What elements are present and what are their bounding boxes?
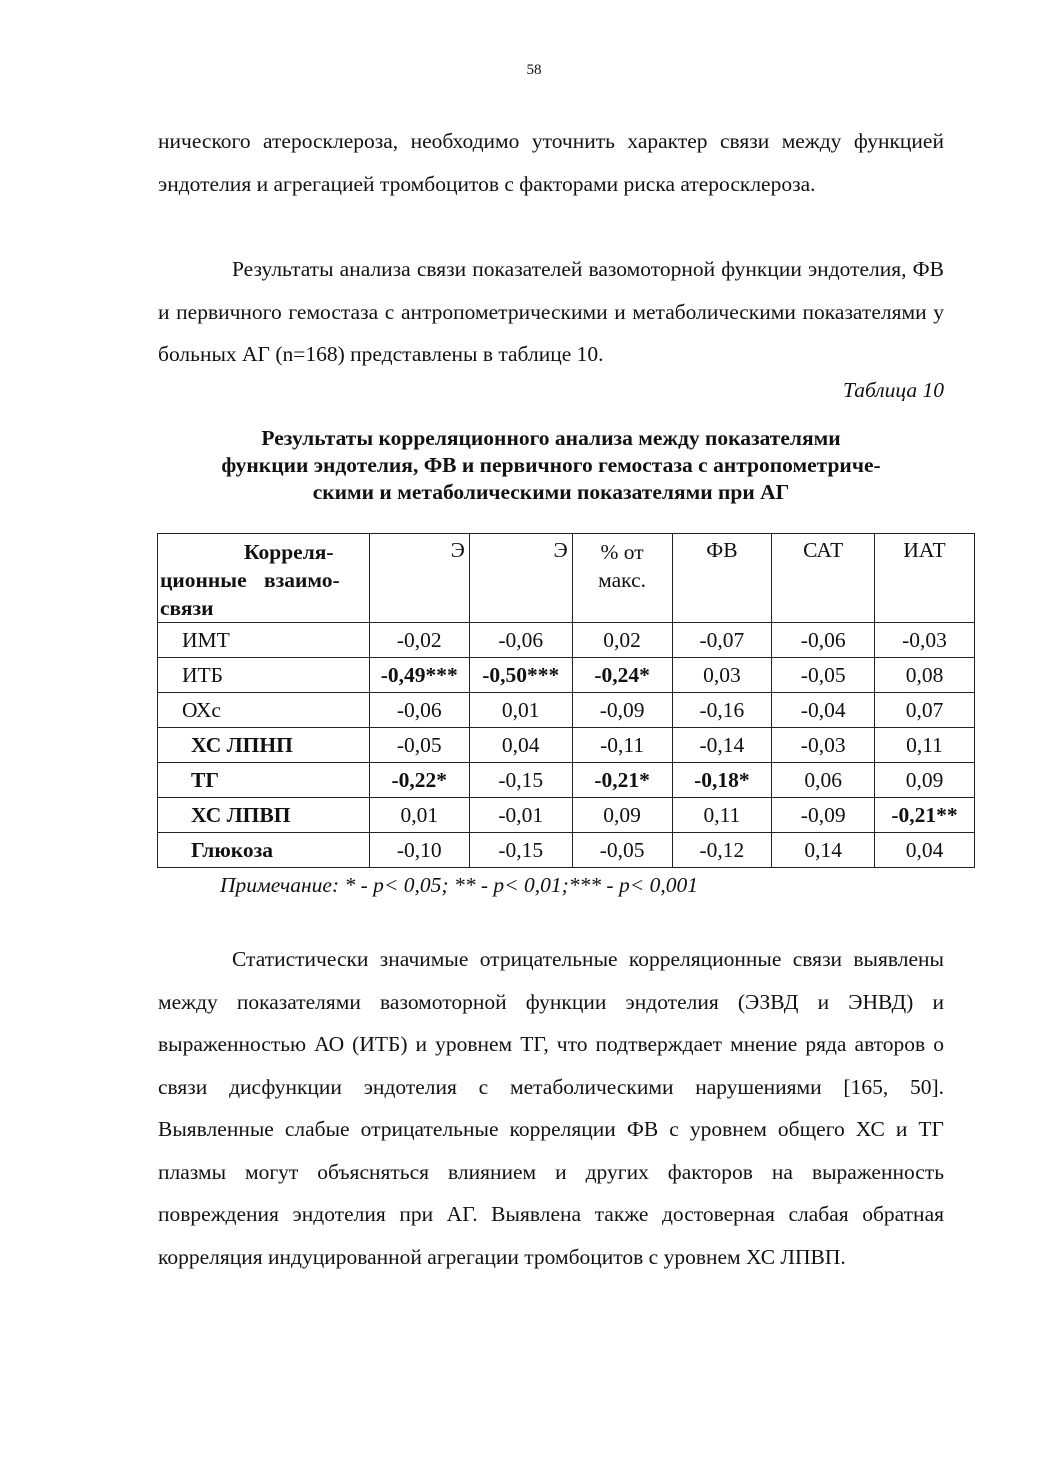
paragraph-table-reference: Результаты анализа связи показателей вазомоторной функции эндотелия, ФВ и первичного гемостаза с антропометрическими и метаболическими показателями у больных АГ (n=168) представлены в таблице 10. xyxy=(158,257,944,366)
table-cell: -0,09 xyxy=(772,798,875,833)
table-header-row xyxy=(158,534,975,623)
correlation-table xyxy=(157,533,975,868)
table-cell: 0,02 xyxy=(572,623,672,658)
table-cell: -0,15 xyxy=(469,833,572,868)
table-row xyxy=(158,693,975,728)
column-header: САТ xyxy=(772,534,875,623)
table-cell: -0,06 xyxy=(369,693,469,728)
column-header xyxy=(572,534,672,623)
corner-header-line: Корреля- xyxy=(244,540,334,564)
table-cell: -0,10 xyxy=(369,833,469,868)
table-row xyxy=(158,623,975,658)
table-cell: 0,04 xyxy=(875,833,975,868)
column-header: ФВ xyxy=(672,534,772,623)
table-cell: 0,09 xyxy=(572,798,672,833)
table-note: Примечание: * - p< 0,05; ** - p< 0,01;*** - p< 0,001 xyxy=(220,873,698,897)
table-cell: 0,03 xyxy=(672,658,772,693)
column-header: ИАТ xyxy=(875,534,975,623)
table-cell: -0,12 xyxy=(672,833,772,868)
table-cell: -0,05 xyxy=(572,833,672,868)
table-cell: 0,08 xyxy=(875,658,975,693)
table-cell: -0,03 xyxy=(772,728,875,763)
table-cell: -0,09 xyxy=(572,693,672,728)
table-cell: -0,21** xyxy=(875,798,975,833)
page-number: 58 xyxy=(526,62,542,78)
table-row xyxy=(158,798,975,833)
table-cell: -0,01 xyxy=(469,798,572,833)
paragraph-conclusion: Статистически значимые отрицательные корреляционные связи выявлены между показателями вазомоторной функции эндотелия (ЭЗВД и ЭНВД) и выраженностью АО (ИТБ) и уровнем ТГ, что подтверждает мнение ряда авторов о связи дисфункции эндотелия с метаболическими нарушениями [165, 50]. Выявленные слабые отрицательные корреляции ФВ с уровнем общего ХС и ТГ плазмы могут объясняться влиянием и других факторов на выраженность повреждения эндотелия при АГ. Выявлена также достоверная слабая обратная корреляция индуцированной агрегации тромбоцитов с уровнем ХС ЛПВП. xyxy=(158,947,944,1269)
column-header: Э xyxy=(469,534,572,623)
row-label: ИМТ xyxy=(158,623,370,658)
table-cell: 0,01 xyxy=(369,798,469,833)
table-cell: -0,11 xyxy=(572,728,672,763)
column-header-line: макс. xyxy=(598,568,647,592)
table-cell: -0,24* xyxy=(572,658,672,693)
table-body xyxy=(158,623,975,868)
table-cell: 0,09 xyxy=(875,763,975,798)
column-header: Э xyxy=(369,534,469,623)
table-row xyxy=(158,833,975,868)
table-cell: -0,22* xyxy=(369,763,469,798)
table-cell: 0,11 xyxy=(672,798,772,833)
table-cell: -0,16 xyxy=(672,693,772,728)
table-cell: -0,18* xyxy=(672,763,772,798)
table-corner-header xyxy=(158,534,370,623)
row-label: Глюкоза xyxy=(158,833,370,868)
row-label: ХС ЛПНП xyxy=(158,728,370,763)
column-header-line: % от xyxy=(600,540,644,564)
table-cell: 0,01 xyxy=(469,693,572,728)
table-cell: -0,07 xyxy=(672,623,772,658)
row-label: ТГ xyxy=(158,763,370,798)
table-row xyxy=(158,658,975,693)
corner-header-line: связи xyxy=(160,596,214,620)
table-cell: -0,04 xyxy=(772,693,875,728)
table-cell: -0,05 xyxy=(772,658,875,693)
table-row xyxy=(158,763,975,798)
table-cell: -0,03 xyxy=(875,623,975,658)
table-cell: -0,49*** xyxy=(369,658,469,693)
table-cell: -0,21* xyxy=(572,763,672,798)
table-cell: -0,02 xyxy=(369,623,469,658)
table-cell: -0,15 xyxy=(469,763,572,798)
table-cell: -0,06 xyxy=(469,623,572,658)
table-cell: -0,50*** xyxy=(469,658,572,693)
table-cell: -0,05 xyxy=(369,728,469,763)
corner-header-line: ционные взаимо- xyxy=(160,568,340,592)
table-title-line: функции эндотелия, ФВ и первичного гемостаза с антропометриче- xyxy=(221,453,881,477)
table-cell: -0,14 xyxy=(672,728,772,763)
paragraph-intro: нического атеросклероза, необходимо уточнить характер связи между функцией эндотелия и агрегацией тромбоцитов с факторами риска атеросклероза. xyxy=(158,129,944,196)
table-cell: -0,06 xyxy=(772,623,875,658)
table-label: Таблица 10 xyxy=(843,378,944,402)
table-cell: 0,04 xyxy=(469,728,572,763)
row-label: ОХс xyxy=(158,693,370,728)
table-cell: 0,11 xyxy=(875,728,975,763)
table-cell: 0,14 xyxy=(772,833,875,868)
table-row xyxy=(158,728,975,763)
table-title-line: Результаты корреляционного анализа между показателями xyxy=(261,426,841,450)
row-label: ИТБ xyxy=(158,658,370,693)
table-cell: 0,06 xyxy=(772,763,875,798)
table-cell: 0,07 xyxy=(875,693,975,728)
table-title xyxy=(158,425,944,506)
table-title-line: скими и метаболическими показателями при АГ xyxy=(312,480,790,504)
row-label: ХС ЛПВП xyxy=(158,798,370,833)
